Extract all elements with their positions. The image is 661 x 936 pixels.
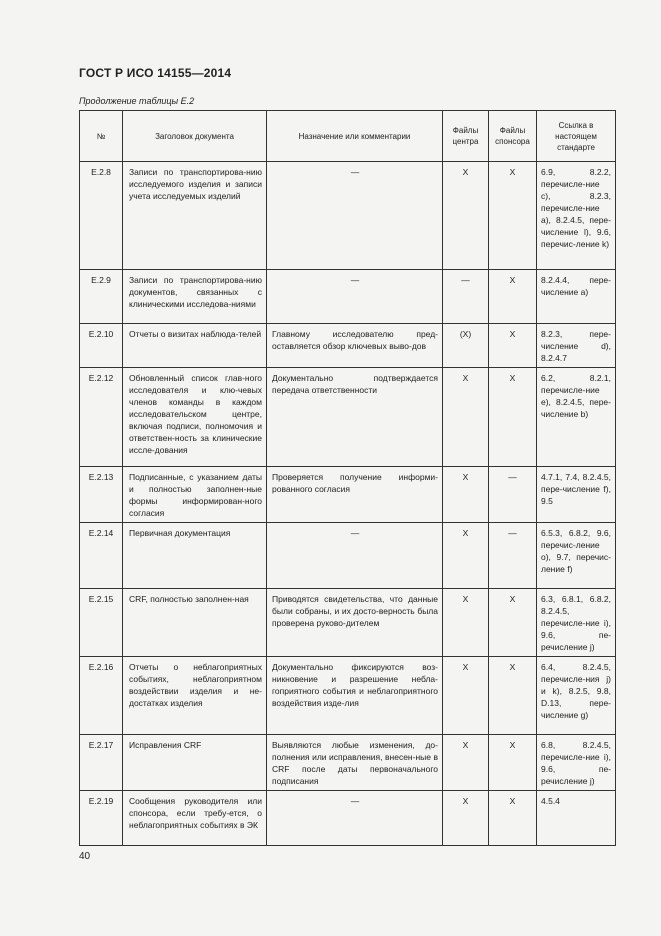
table-row [80,270,616,324]
row-purpose: — [350,167,360,177]
row-title: Первичная документация [129,528,231,538]
row-sponsor-mark: X [509,167,516,177]
row-center-mark: X [462,662,469,672]
row-center-mark: X [462,373,469,383]
row-reference: 6.9, 8.2.2, перечисле-ние c), 8.2.3, перечисле-ние a), 8.2.4.5, пере-числение l), 9.6, перечис-ление k) [541,167,611,249]
row-title: Обновленный список глав-ного исследователя и клю-чевых членов команды в каждом исследовательском центре, включая подписи, полномочия и ответствен-ность за клинические иссле-дования [129,373,262,455]
row-reference: 6.8, 8.2.4.5, перечисле-ние i), 9.6, пе-речисление j) [541,740,611,786]
table-row [80,589,616,657]
row-number: Е.2.9 [91,275,111,285]
row-purpose: Документально фиксируются воз-никновение и разрешение небла-гоприятного события и неблагоприятного воздействия изде-лия [272,662,438,708]
table-row [80,162,616,270]
row-center-mark: — [461,275,470,285]
row-title: Отчеты о неблагоприятных событиях, неблагоприятном воздействии изделия и не-достатках изделия [129,662,262,708]
row-sponsor-mark: — [508,472,517,482]
row-purpose: Проверяется получение информи-рованного согласия [272,472,438,494]
header-purpose: Назначение или комментарии [267,111,443,162]
row-center-mark: X [462,740,469,750]
header-document-title: Заголовок документа [123,111,267,162]
table-row [80,467,616,523]
row-purpose: Документально подтверждается передача ответственности [272,373,438,395]
table-row [80,735,616,791]
row-reference: 8.2.4.4, пере-числение a) [541,275,611,297]
row-number: Е.2.16 [88,662,114,672]
row-title: Исправления CRF [129,740,202,750]
documents-table [79,110,616,846]
row-reference: 8.2.3, пере-числение d), 8.2.4.7 [541,329,611,363]
table-caption: Продолжение таблицы Е.2 [79,96,195,106]
header-number: № [80,111,123,162]
row-number: Е.2.13 [88,472,114,482]
row-center-mark: X [462,594,469,604]
row-purpose: — [350,275,360,285]
header-center-files: Файлы центра [443,111,489,162]
row-purpose: Главному исследователю пред-оставляется обзор ключевых выво-дов [272,329,438,351]
row-purpose: Приводятся свидетельства, что данные были собраны, и их досто-верность была проверена руково-дителем [272,594,438,628]
row-center-mark: (X) [459,329,472,339]
row-reference: 6.3, 6.8.1, 6.8.2, 8.2.4.5, перечисле-ние i), 9.6, пе-речисление j) [541,594,611,652]
row-sponsor-mark: — [508,528,517,538]
header-standard-reference: Ссылка в настоящем стандарте [537,111,616,162]
row-center-mark: X [462,167,469,177]
row-sponsor-mark: X [509,373,516,383]
row-title: Записи по транспортирова-нию документов, связанных с клиническими исследова-ниями [129,275,262,309]
row-reference: 4.7.1, 7.4, 8.2.4.5, пере-числение f), 9.5 [541,472,611,506]
row-sponsor-mark: X [509,329,516,339]
row-sponsor-mark: X [509,594,516,604]
row-title: Сообщения руководителя или спонсора, если требу-ется, о неблагоприятных событиях в ЭК [129,796,262,830]
table-header-row [80,111,616,162]
table-row [80,368,616,467]
row-reference: 6.2, 8.2.1, перечисле-ние e), 8.2.4.5, пере-числение b) [541,373,611,419]
table-row [80,791,616,846]
row-title: CRF, полностью заполнен-ная [129,594,249,604]
row-number: Е.2.17 [88,740,114,750]
row-reference: 6.5.3, 6.8.2, 9.6, перечис-ление o), 9.7, перечис-ление f) [541,528,611,574]
row-center-mark: X [462,528,469,538]
row-title: Подписанные, с указанием даты и полностью заполнен-ные формы информирован-ного согласия [129,472,262,518]
row-number: Е.2.8 [91,167,111,177]
row-number: Е.2.10 [88,329,114,339]
row-center-mark: X [462,796,469,806]
row-purpose: — [350,528,360,538]
row-center-mark: X [462,472,469,482]
row-title: Записи по транспортирова-нию исследуемого изделия и записи учета исследуемых изделий [129,167,262,201]
table-row [80,324,616,368]
row-title: Отчеты о визитах наблюда-телей [129,329,262,339]
row-number: Е.2.19 [88,796,114,806]
row-number: Е.2.15 [88,594,114,604]
row-reference: 4.5.4 [541,796,560,806]
row-sponsor-mark: X [509,275,516,285]
row-purpose: Выявляются любые изменения, до-полнения или исправления, внесен-ные в CRF после даты первоначального подписания [272,740,438,786]
row-reference: 6.4, 8.2.4.5, перечисле-ния j) и k), 8.2.5, 9.8, D.13, пере-числение g) [541,662,611,720]
table-row [80,523,616,589]
page-number: 40 [79,851,91,862]
table-row [80,657,616,735]
row-number: Е.2.12 [88,373,114,383]
header-sponsor-files: Файлы спонсора [489,111,537,162]
row-sponsor-mark: X [509,740,516,750]
row-number: Е.2.14 [88,528,114,538]
row-sponsor-mark: X [509,796,516,806]
document-title: ГОСТ Р ИСО 14155—2014 [79,66,232,80]
row-purpose: — [350,796,360,806]
row-sponsor-mark: X [509,662,516,672]
